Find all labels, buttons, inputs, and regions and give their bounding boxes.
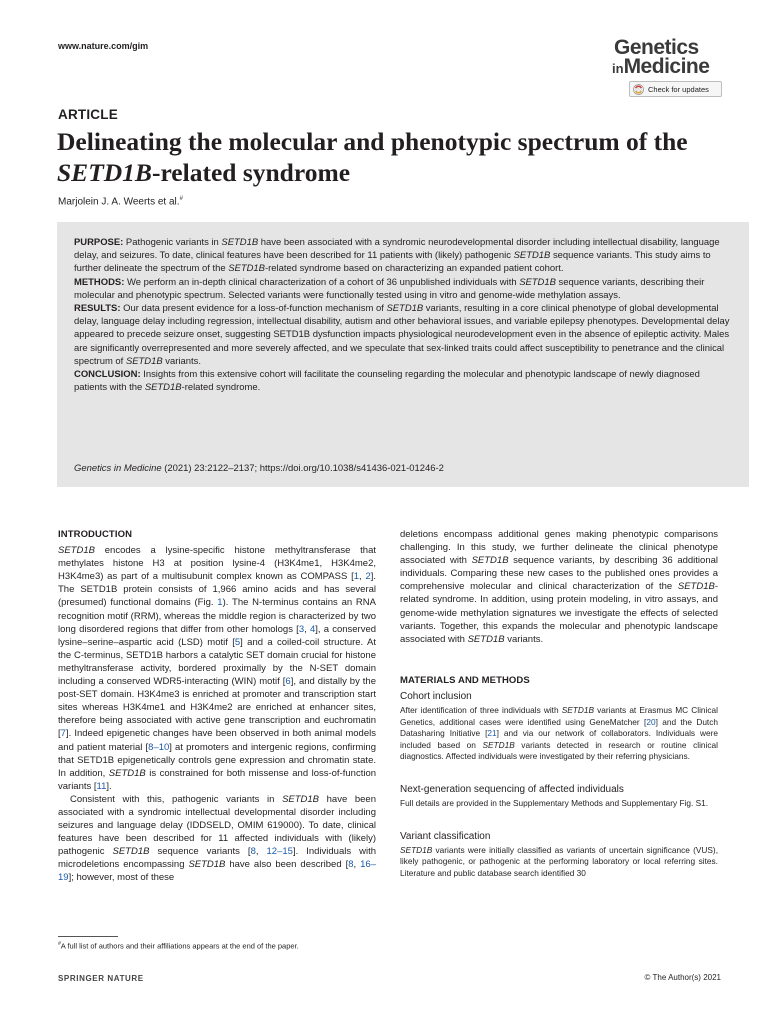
text-run: deletions encompass additional genes making phenotypic comparisons challenging. In this study, we further delineate the clinical phenotype associated with [400, 529, 718, 567]
conclusion-label: CONCLUSION: [74, 369, 141, 381]
gene-name: SETD1B [58, 545, 95, 557]
footnote-text: A full list of authors and their affiliations appears at the end of the paper. [60, 941, 299, 951]
spacer [400, 646, 718, 674]
text-run: -related syndrome. In addition, using protein modeling, in vitro assays, and genome-wide methylation signatures we investigate the effects of selected variants. Together, this expands the molecular and phenotypic landscape associated with [400, 581, 718, 645]
text-run: ] and a coiled-coil structure. At the C-terminus, SETD1B harbors a catalytic SET domain crucial for histone methyltransferase activity, bordered proximally by the N-SET domain including a conserved WDR5-interacting (WIN) motif [ [58, 636, 376, 688]
text-run: ], a conserved lysine–serine–aspartic acid (LSD) motif [ [58, 623, 377, 648]
reference-link[interactable]: 1 [353, 571, 360, 583]
check-updates-icon [633, 84, 644, 95]
footnote-divider [58, 936, 118, 937]
footnote [58, 941, 299, 951]
text-run: variants detected in research or routine clinical diagnostics. Affected individuals were investigated by their referring physicians. [400, 739, 718, 762]
text-run: Consistent with this, pathogenic variants in [70, 793, 283, 805]
text-run: ). The N-terminus contains an RNA recognition motif (RRM), whereas the middle region is characterized by two long disordered regions that differ from other homologs [ [58, 597, 376, 635]
reference-link[interactable]: 5 [234, 636, 241, 648]
body-column-left [58, 528, 376, 885]
citation[interactable] [74, 462, 444, 475]
reference-link[interactable]: 3 [298, 623, 305, 635]
intro-paragraph-continued [400, 528, 718, 646]
article-type-label: ARTICLE [58, 107, 118, 122]
reference-link[interactable]: 6 [285, 676, 291, 688]
gene-name: SETD1B [519, 276, 556, 288]
reference-link[interactable]: 11 [96, 780, 107, 792]
text-run: sequence variants. This study aims to further delineate the spectrum of the [74, 250, 711, 275]
abstract-box [57, 222, 749, 487]
check-for-updates-button[interactable] [629, 81, 722, 97]
citation-journal: Genetics in Medicine [74, 463, 162, 474]
gene-name: SETD1B [561, 705, 595, 716]
journal-logo-line1: Genetics [614, 36, 699, 59]
gene-name: SETD1B [482, 739, 515, 750]
gene-name: SETD1B [471, 555, 509, 567]
gene-name: SETD1B [188, 859, 226, 871]
journal-logo-medicine: Medicine [623, 55, 710, 78]
text-run: , [304, 623, 310, 635]
text-run: , [359, 571, 366, 583]
text-run: ]. The SETD1B protein consists of 1,966 amino acids and has several (presumed) functional domains (Fig. [58, 571, 377, 609]
title-rest: -related syndrome [151, 158, 351, 187]
spacer [400, 810, 718, 830]
reference-link[interactable]: 2 [365, 571, 371, 583]
figure-link[interactable]: 1 [217, 597, 223, 609]
text-run: Our data present evidence for a loss-of-function mechanism of [120, 303, 387, 315]
gene-name: SETD1B [112, 846, 150, 858]
text-run: sequence variants [ [149, 846, 251, 858]
journal-logo [612, 38, 724, 79]
ngs-paragraph: Full details are provided in the Supplementary Methods and Supplementary Fig. S1. [400, 798, 709, 809]
article-title [57, 126, 737, 188]
citation-details: (2021) 23:2122–2137; https://doi.org/10.1038/s41436-021-01246-2 [161, 463, 444, 474]
reference-link[interactable]: 20 [646, 716, 656, 727]
text-run: ] and via our network of collaborators. Individuals were included based on [400, 728, 719, 750]
intro-paragraph-1 [58, 544, 376, 793]
gene-name: SETD1B [228, 263, 265, 275]
title-line1: Delineating the molecular and phenotypic spectrum of the [57, 127, 688, 156]
body-column-right [400, 528, 718, 880]
reference-link[interactable]: 21 [487, 728, 497, 739]
author-names: Marjolein J. A. Weerts et al. [58, 196, 180, 208]
gene-name: SETD1B [108, 767, 146, 779]
gene-name: SETD1B [125, 355, 163, 367]
methods-label: METHODS: [74, 276, 125, 288]
gene-name: SETD1B [400, 844, 433, 855]
text-run: ] at promoters and intergenic regions, confirming that SETD1B epigenetically controls gene expression and chromatin state. In addition, [58, 741, 376, 779]
text-run: variants. [504, 633, 544, 645]
intro-paragraph-2 [58, 793, 376, 885]
abstract-results [74, 302, 734, 368]
text-run: We perform an in-depth clinical characterization of a cohort of 36 unpublished individuals with [124, 276, 520, 288]
text-run: Insights from this extensive cohort will facilitate the counseling regarding the molecular and phenotypic landscape of newly diagnosed patients with the [74, 369, 700, 394]
variant-classification-paragraph [400, 845, 718, 880]
text-run: , [353, 859, 361, 871]
text-run: variants at Erasmus MC Clinical Genetics, additional cases were identified using GeneMatcher [ [400, 705, 718, 727]
reference-link[interactable]: 7 [60, 728, 66, 740]
reference-link[interactable]: 8 [250, 846, 256, 858]
gene-name: SETD1B [467, 633, 505, 645]
text-run: ], and distally by the post-SET domain. H3K4me3 is enriched at promoter and transcription start sites whereas H3K4me1 and H3K4me2 are enriched at enhancer sites, therefore being associated with active gene transcription and euchromatin [ [58, 676, 377, 740]
text-run: -related syndrome based on characterizing an expanded patient cohort. [264, 263, 564, 275]
abstract-conclusion [74, 368, 734, 394]
abstract-purpose [74, 236, 734, 276]
reference-link[interactable]: 16–19 [58, 859, 376, 884]
publisher-logo: SPRINGER NATURE [58, 974, 144, 983]
journal-logo-line2 [612, 57, 724, 79]
text-run: -related syndrome. [181, 382, 261, 394]
journal-url[interactable]: www.nature.com/gim [58, 41, 149, 51]
author-footnote-mark: # [179, 196, 183, 202]
section-heading-introduction: INTRODUCTION [58, 529, 133, 540]
text-run: ] and the Dutch Datasharing Initiative [ [400, 716, 718, 739]
text-run: After identification of three individuals with [400, 705, 562, 716]
author-list [58, 196, 183, 207]
subheading-variant-classification: Variant classification [400, 830, 491, 842]
reference-link[interactable]: 4 [309, 623, 316, 635]
spacer [400, 763, 718, 783]
gene-name: SETD1B [282, 793, 320, 805]
text-run: Pathogenic variants in [123, 237, 222, 248]
check-updates-label: Check for updates [648, 84, 709, 94]
text-run: ]. Individuals with microdeletions encompassing [58, 846, 377, 871]
text-run: have been associated with a syndromic neurodevelopmental disorder including intellectual disability, language delay, and seizures. To date, clinical features have been described for 11 patients with (likely) pathogenic [74, 237, 720, 262]
text-run: have been associated with a syndromic intellectual developmental disorder including seizures and language delay (IDDSELD, OMIM 619000). To date, clinical features have been described for 11 affected individuals with (likely) pathogenic [58, 793, 377, 858]
reference-link[interactable]: 12–15 [266, 846, 293, 858]
results-label: RESULTS: [74, 303, 121, 315]
section-heading-methods: MATERIALS AND METHODS [400, 674, 530, 686]
gene-name: SETD1B [221, 237, 259, 248]
text-run: is constrained for both missense and loss-of-function variants [ [58, 767, 377, 792]
gene-name: SETD1B [513, 250, 551, 262]
gene-name: SETD1B [677, 581, 715, 593]
text-run: encodes a lysine-specific histone methyltransferase that methylates histone H3 at position lysine-4 (H3K4me1, H3K4me2, H3K4me3) as part of a multisubunit complex known as COMPASS [ [58, 545, 376, 583]
abstract-methods [74, 276, 734, 302]
gene-name: SETD1B [386, 303, 424, 315]
journal-logo-in: in [612, 61, 624, 76]
purpose-label: PURPOSE: [74, 237, 124, 248]
subheading-ngs: Next-generation sequencing of affected individuals [400, 784, 624, 795]
gene-name: SETD1B [144, 382, 182, 394]
reference-link[interactable]: 8 [348, 859, 354, 871]
text-run: variants, resulting in a core clinical phenotype of global developmental delay, language delay including regression, intellectual disability, autism and other behavioral issues, and variable epilepsy phenotypes. Developmental delay appeared to precede seizure onset, suggesting SETD1B dysfunction impacts physiological neurodevelopment even in the absence of epileptic activity. Males are significantly overrepresented and more severely affected, and we speculate that sex-linked traits could affect susceptibility to penetrance and the clinical spectrum of [74, 303, 730, 367]
text-run: ]; however, most of these [68, 872, 175, 884]
text-run: variants. [162, 355, 201, 367]
text-run: ]. [106, 780, 112, 792]
title-gene: SETD1B [57, 158, 152, 187]
footnote-mark: # [58, 941, 61, 947]
text-run: sequence variants, describing their molecular and phenotypic spectrum. Selected variants were functionally tested using in vitro and genome-wide methylation assays. [74, 276, 705, 301]
copyright-notice: © The Author(s) 2021 [644, 973, 721, 982]
subheading-cohort-inclusion: Cohort inclusion [400, 690, 472, 702]
reference-link[interactable]: 8–10 [148, 741, 170, 753]
text-run: ]. Indeed epigenetic changes have been observed in both animal models and patient material [ [58, 728, 376, 753]
text-run: sequence variants, by describing 36 additional individuals. Comparing these new cases to the published ones provides a comprehensive molecular and clinical characterization of the [400, 555, 719, 593]
text-run: variants were initially classified as variants of uncertain significance (VUS), likely pathogenic, or pathogenic at the performing laboratory or local referring sites. Literature and public database search identified 30 [400, 844, 718, 878]
cohort-paragraph [400, 705, 718, 763]
text-run: have also been described [ [225, 859, 349, 871]
text-run: , [255, 846, 267, 858]
